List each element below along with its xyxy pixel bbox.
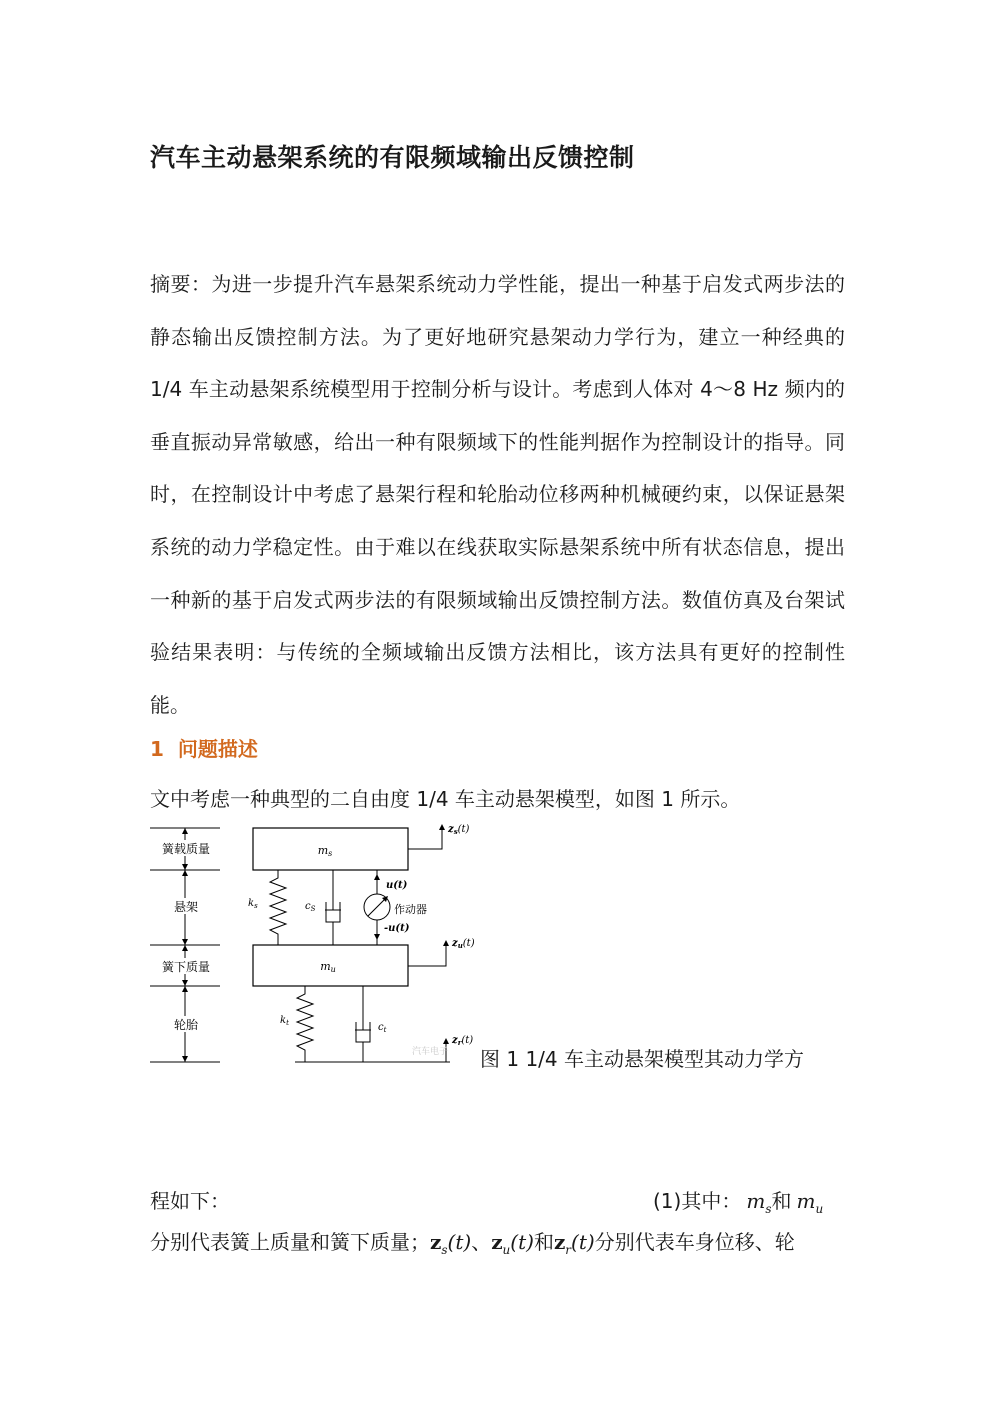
section-title: 问题描述 <box>177 737 258 761</box>
intro-paragraph: 文中考虑一种典型的二自由度 1/4 车主动悬架模型，如图 1 所示。 <box>150 787 741 811</box>
svg-text:作动器: 作动器 <box>394 903 427 916</box>
quarter-car-diagram <box>150 818 490 1068</box>
section-heading <box>150 733 272 762</box>
label-sprung-mass: 簧载质量 <box>161 842 211 856</box>
continuation-left: 程如下： <box>150 1189 230 1213</box>
tire-spring <box>297 986 313 1062</box>
quarter-car-figure <box>150 818 490 1068</box>
equation-note: (1)其中： $m_s$和 $m_u$ <box>653 1189 824 1216</box>
variables-line: 分别代表簧上质量和簧下质量；$z_s(t)$、$z_u(t)$和$z_r(t)$分别代表车身位移、轮 <box>150 1230 795 1257</box>
suspension-spring <box>270 870 286 945</box>
label-tire: 轮胎 <box>173 1018 199 1032</box>
figure-caption: 图 1 1/4 车主动悬架模型其动力学方 <box>480 1047 804 1071</box>
svg-text:u(t): u(t) <box>386 880 408 891</box>
svg-text:ks: $k_s$ <box>248 898 258 910</box>
zs-label: $z_s(t)$ <box>448 824 470 836</box>
continuation-line <box>150 1185 845 1214</box>
watermark: 汽车电子 <box>412 1047 449 1057</box>
suspension-damper <box>325 870 341 945</box>
zr-label: $z_r(t)$ <box>452 1035 474 1047</box>
tire-damper <box>355 986 371 1062</box>
zu-label: $z_u(t)$ <box>452 938 475 950</box>
section-number: 1 <box>150 737 164 761</box>
svg-text:ct: $c_t$ <box>378 1022 387 1034</box>
svg-text:mu: mu <box>320 960 336 974</box>
paper-title: 汽车主动悬架系统的有限频域输出反馈控制 <box>150 143 635 172</box>
svg-text:ms: ms <box>317 844 333 858</box>
label-suspension: 悬架 <box>173 900 199 914</box>
svg-text:kt: $k_t$ <box>280 1015 289 1027</box>
svg-text:cS: $c_S$ <box>305 901 316 913</box>
label-unsprung-mass: 簧下质量 <box>161 960 211 974</box>
abstract-paragraph: 摘要：为进一步提升汽车悬架系统动力学性能，提出一种基于启发式两步法的静态输出反馈控制方法。为了更好地研究悬架动力学行为，建立一种经典的 1/4 车主动悬架系统模型用于控制分析与设计。考虑到人体对 4～8 Hz 频内的垂直振动异常敏感，给出一种有限频域下的性能判据作为控制设计的指导。同时，在控制设计中考虑了悬架行程和轮胎动位移两种机械硬约束，以保证悬架系统的动力学稳定性。由于难以在线获取实际悬架系统中所有状态信息，提出一种新的基于启发式两步法的有限频域输出反馈控制方法。数值仿真及台架试验结果表明：与传统的全频域输出反馈方法相比，该方法具有更好的控制性能。 <box>150 272 845 717</box>
svg-text:-u(t): -u(t) <box>384 923 410 934</box>
